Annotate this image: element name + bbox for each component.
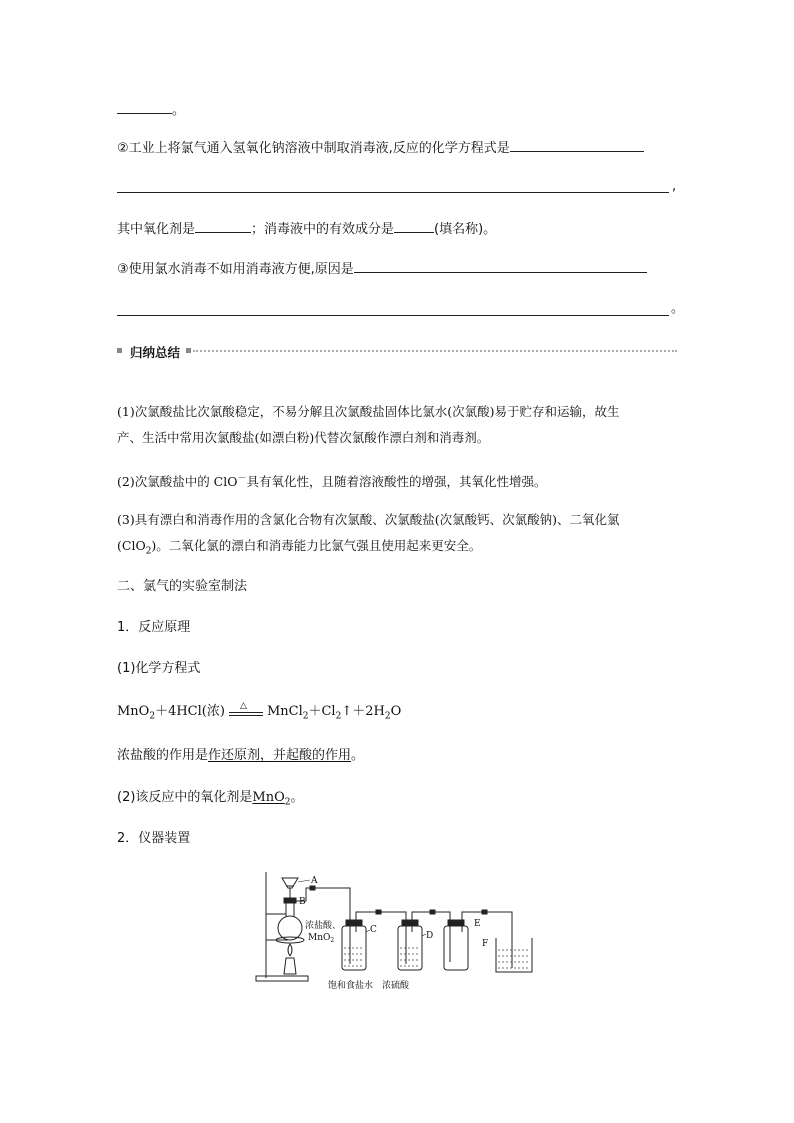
oxidant-end: 。 xyxy=(290,790,304,805)
label-f: F xyxy=(482,939,489,949)
heading-dotted-rule xyxy=(193,350,677,352)
bottle-e xyxy=(444,926,468,970)
fill-name-note: (填名称)。 xyxy=(434,222,497,237)
eq-mno2-sub: 2 xyxy=(149,711,156,722)
equation-blank-line[interactable] xyxy=(117,192,669,193)
subsection-2-title: 2．仪器装置 xyxy=(117,831,191,846)
reason-blank[interactable] xyxy=(354,259,647,273)
clo-charge: － xyxy=(237,474,247,484)
summary-p2-a: (2)次氯酸盐中的 ClO xyxy=(117,474,238,490)
hcl-role-answer: 作还原剂，并起酸的作用 xyxy=(208,748,352,763)
clo2-sub: 2 xyxy=(145,546,152,557)
summary-p2 xyxy=(117,470,547,491)
question-3-line1 xyxy=(117,259,647,279)
subsection-1-title: 1．反应原理 xyxy=(117,620,191,635)
oxidant-prefix: (2)该反应中的氧化剂是 xyxy=(117,790,253,805)
answer-fragment-line xyxy=(117,100,185,120)
summary-p1-line1: (1)次氯酸盐比次氯酸稳定，不易分解且次氯酸盐固体比氯水(次氯酸)易于贮存和运输，故生 xyxy=(117,404,620,419)
question-2-text: ②工业上将氯气通入氢氧化钠溶液中制取消毒液,反应的化学方程式是 xyxy=(117,141,510,156)
eq-h2o-b: O xyxy=(390,704,402,719)
label-b: B xyxy=(299,897,306,907)
question-2-line1 xyxy=(117,138,644,158)
eq-cl2: ＋Cl xyxy=(308,704,336,719)
active-ingredient-label: ；消毒液中的有效成分是 xyxy=(251,222,395,237)
label-a: A xyxy=(311,876,318,886)
question-3-text: ③使用氯水消毒不如用消毒液方便,原因是 xyxy=(117,262,354,277)
hcl-role-prefix: 浓盐酸的作用是 xyxy=(117,748,209,763)
heating-arrow-icon xyxy=(229,700,263,719)
summary-p3-line2 xyxy=(117,537,481,561)
hcl-role-line xyxy=(117,747,364,765)
section-2-title: 二、氯气的实验室制法 xyxy=(117,579,248,594)
eq-h2o-a: ↑＋2H xyxy=(341,704,385,719)
summary-title: 归纳总结 xyxy=(130,345,181,360)
beaker-f xyxy=(496,938,532,972)
summary-p3-line2-text: )。二氧化氯的漂白和消毒能力比氯气强且使用起来更安全。 xyxy=(151,538,482,553)
eq-cl2-sub: 2 xyxy=(335,711,342,722)
clo2-a: (ClO xyxy=(117,538,146,553)
chemical-equation-heading: (1)化学方程式 xyxy=(117,661,201,676)
eq-mncl2-sub: 2 xyxy=(302,711,309,722)
summary-p3-line1: (3)具有漂白和消毒作用的含氯化合物有次氯酸、次氯酸盐(次氯酸钙、次氯酸钠)、二氧化氯 xyxy=(117,512,620,527)
iron-stand-base xyxy=(256,976,308,981)
heading-square-right xyxy=(186,348,191,353)
oxidant-answer: MnO$_2$ xyxy=(252,790,291,808)
flame xyxy=(288,944,292,956)
round-bottom-flask xyxy=(278,916,302,940)
heat-symbol: △ xyxy=(239,700,247,711)
summary-heading xyxy=(117,343,677,359)
summary-p1-line2: 产、生活中常用次氯酸盐(如漂白粉)代替次氯酸作漂白剂和消毒剂。 xyxy=(117,430,490,445)
active-ingredient-blank[interactable] xyxy=(394,219,434,233)
eq-mno2: MnO xyxy=(117,704,150,719)
label-h2so4: 浓硫酸 xyxy=(382,981,410,991)
oxidant-blank[interactable] xyxy=(195,219,251,233)
equation-blank[interactable] xyxy=(510,138,644,152)
label-d: D xyxy=(426,931,434,941)
question-3-period: 。 xyxy=(671,301,685,316)
question-2-line3 xyxy=(117,219,496,239)
label-acid: 浓盐酸、 xyxy=(305,921,342,931)
label-brine: 饱和食盐水 xyxy=(328,981,374,991)
hcl-role-end: 。 xyxy=(351,748,365,763)
heading-square-left xyxy=(117,348,122,353)
oxidant-line xyxy=(117,789,304,812)
eq-hcl: ＋4HCl(浓) xyxy=(155,704,225,719)
eq-h2o-sub: 2 xyxy=(384,711,391,722)
label-c: C xyxy=(370,925,377,935)
label-e: E xyxy=(474,919,481,929)
summary-p2-b: 具有氧化性，且随着溶液酸性的增强，其氧化性增强。 xyxy=(246,474,547,490)
oxidant-label: 其中氧化剂是 xyxy=(117,222,196,237)
apparatus-diagram xyxy=(250,868,550,998)
fragment-end: 。 xyxy=(172,103,186,118)
reason-blank-line[interactable] xyxy=(117,315,669,316)
label-mno2: MnO$_2$ xyxy=(308,933,335,944)
chemical-equation xyxy=(117,700,402,726)
alcohol-lamp xyxy=(284,958,296,974)
question-2-comma: , xyxy=(672,179,677,194)
answer-blank[interactable] xyxy=(117,100,172,114)
eq-mncl2: MnCl xyxy=(266,704,303,719)
